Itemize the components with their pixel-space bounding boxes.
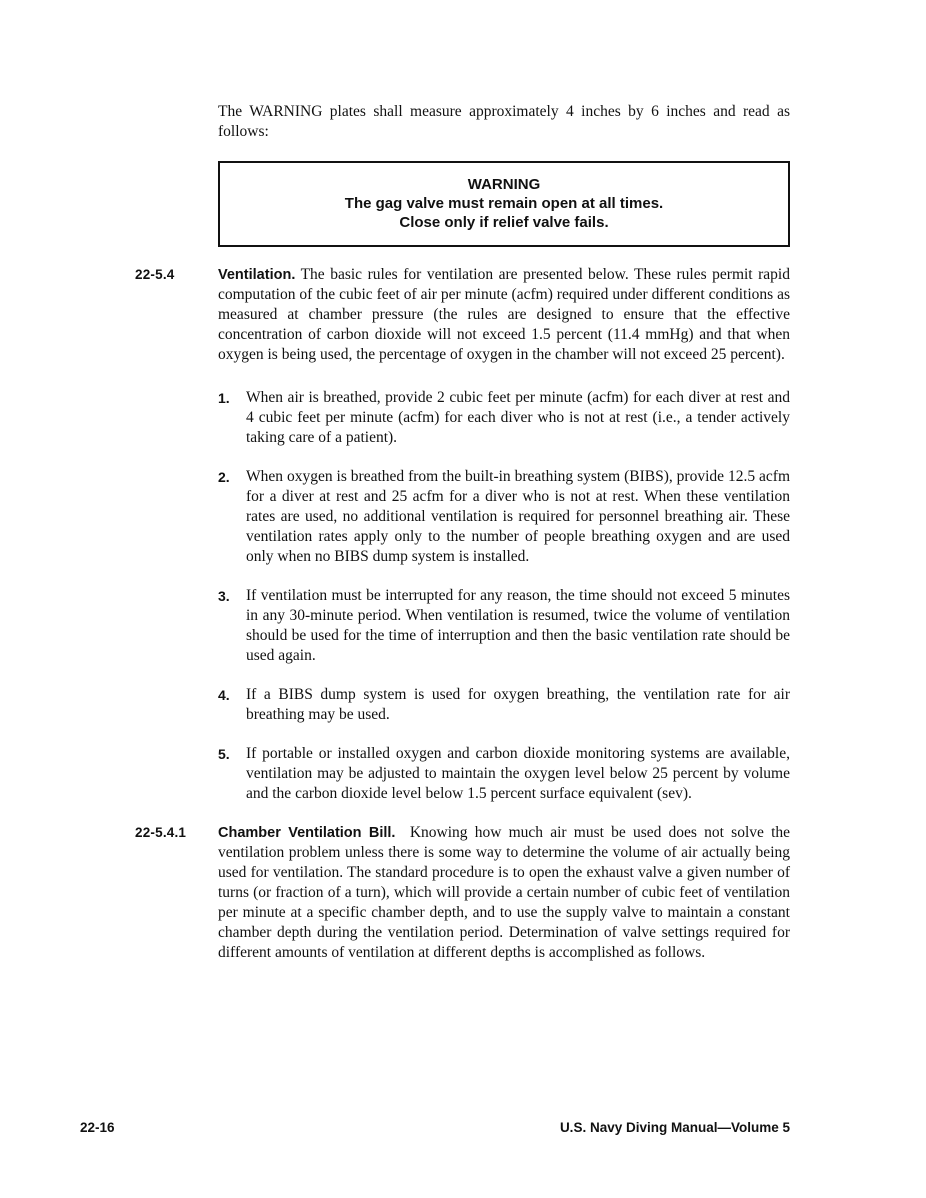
list-item-number: 1. [218, 390, 230, 406]
warning-line-1: The gag valve must remain open at all times. [344, 195, 664, 212]
numbered-list [218, 388, 790, 804]
list-item-text: If ventilation must be interrupted for any reason, the time should not exceed 5 minutes in any 30-minute period. When ventilation is resumed, twice the volume of ventilation should be used for the time of interruption and then the basic ventilation rate should be used again. [246, 587, 790, 664]
list-item-number: 5. [218, 746, 230, 762]
list-item-text: When air is breathed, provide 2 cubic feet per minute (acfm) for each diver at rest and 4 cubic feet per minute (acfm) for each diver who is not at rest (i.e., a tender actively taking care of a patient). [246, 389, 790, 446]
list-item [218, 388, 790, 448]
list-item [218, 685, 790, 725]
list-item-number: 2. [218, 469, 230, 485]
warning-line-2: Close only if relief valve fails. [399, 214, 609, 231]
list-item-number: 4. [218, 687, 230, 703]
list-item-text: If a BIBS dump system is used for oxygen breathing, the ventilation rate for air breathing may be used. [246, 686, 790, 723]
list-item-text: When oxygen is breathed from the built-in breathing system (BIBS), provide 12.5 acfm for a diver at rest and 25 acfm for a diver who is not at rest. When these ventilation rates are used, no additional ventilation is required for personnel breathing air. These ventilation rates apply only to the number of people breathing oxygen and are used only when no BIBS dump system is installed. [246, 468, 790, 565]
section-paragraph [218, 265, 790, 365]
list-item [218, 586, 790, 666]
list-item-text: If portable or installed oxygen and carbon dioxide monitoring systems are available, ventilation may be adjusted to maintain the oxygen level below 25 percent by volume and the carbon dioxide level below 1.5 percent surface equivalent (sev). [246, 745, 790, 802]
list-item [218, 467, 790, 567]
page-footer [80, 1120, 790, 1135]
intro-paragraph: The WARNING plates shall measure approximately 4 inches by 6 inches and read as follows: [218, 103, 790, 140]
section-body-text: The basic rules for ventilation are presented below. These rules permit rapid computation of the cubic feet of air per minute (acfm) required under different conditions as measured at chamber pressure (the rules are designed to ensure that the effective concentration of carbon dioxide will not exceed 1.5 percent (11.4 mmHg) and that when oxygen is being used, the percentage of oxygen in the chamber will not exceed 25 percent). [218, 266, 790, 363]
section-number: 22-5.4 [135, 267, 175, 282]
warning-box [218, 161, 790, 247]
list-item [218, 744, 790, 804]
section-22-5-4-1 [135, 823, 790, 963]
section-body-text: Knowing how much air must be used does not solve the ventilation problem unless there is some way to determine the volume of air actually being used for ventilation. The standard procedure is to open the exhaust valve a given number of turns (or fraction of a turn), which will provide a certain number of cubic feet of ventilation per minute at a specific chamber depth, and to use the supply valve to maintain a constant chamber depth during the ventilation period. Determination of valve settings required for different amounts of ventilation at different depths is accomplished as follows. [218, 824, 791, 961]
section-paragraph [218, 823, 790, 963]
section-body [218, 265, 790, 823]
footer-manual-title: U.S. Navy Diving Manual—Volume 5 [559, 1120, 790, 1135]
footer-page-number: 22-16 [80, 1120, 115, 1135]
list-item-number: 3. [218, 588, 230, 604]
warning-title: WARNING [467, 176, 541, 193]
section-number: 22-5.4.1 [135, 825, 187, 840]
section-heading: Chamber Ventilation Bill. [218, 825, 396, 841]
section-body [218, 823, 790, 963]
section-heading: Ventilation. [218, 267, 296, 283]
section-22-5-4 [135, 265, 790, 823]
